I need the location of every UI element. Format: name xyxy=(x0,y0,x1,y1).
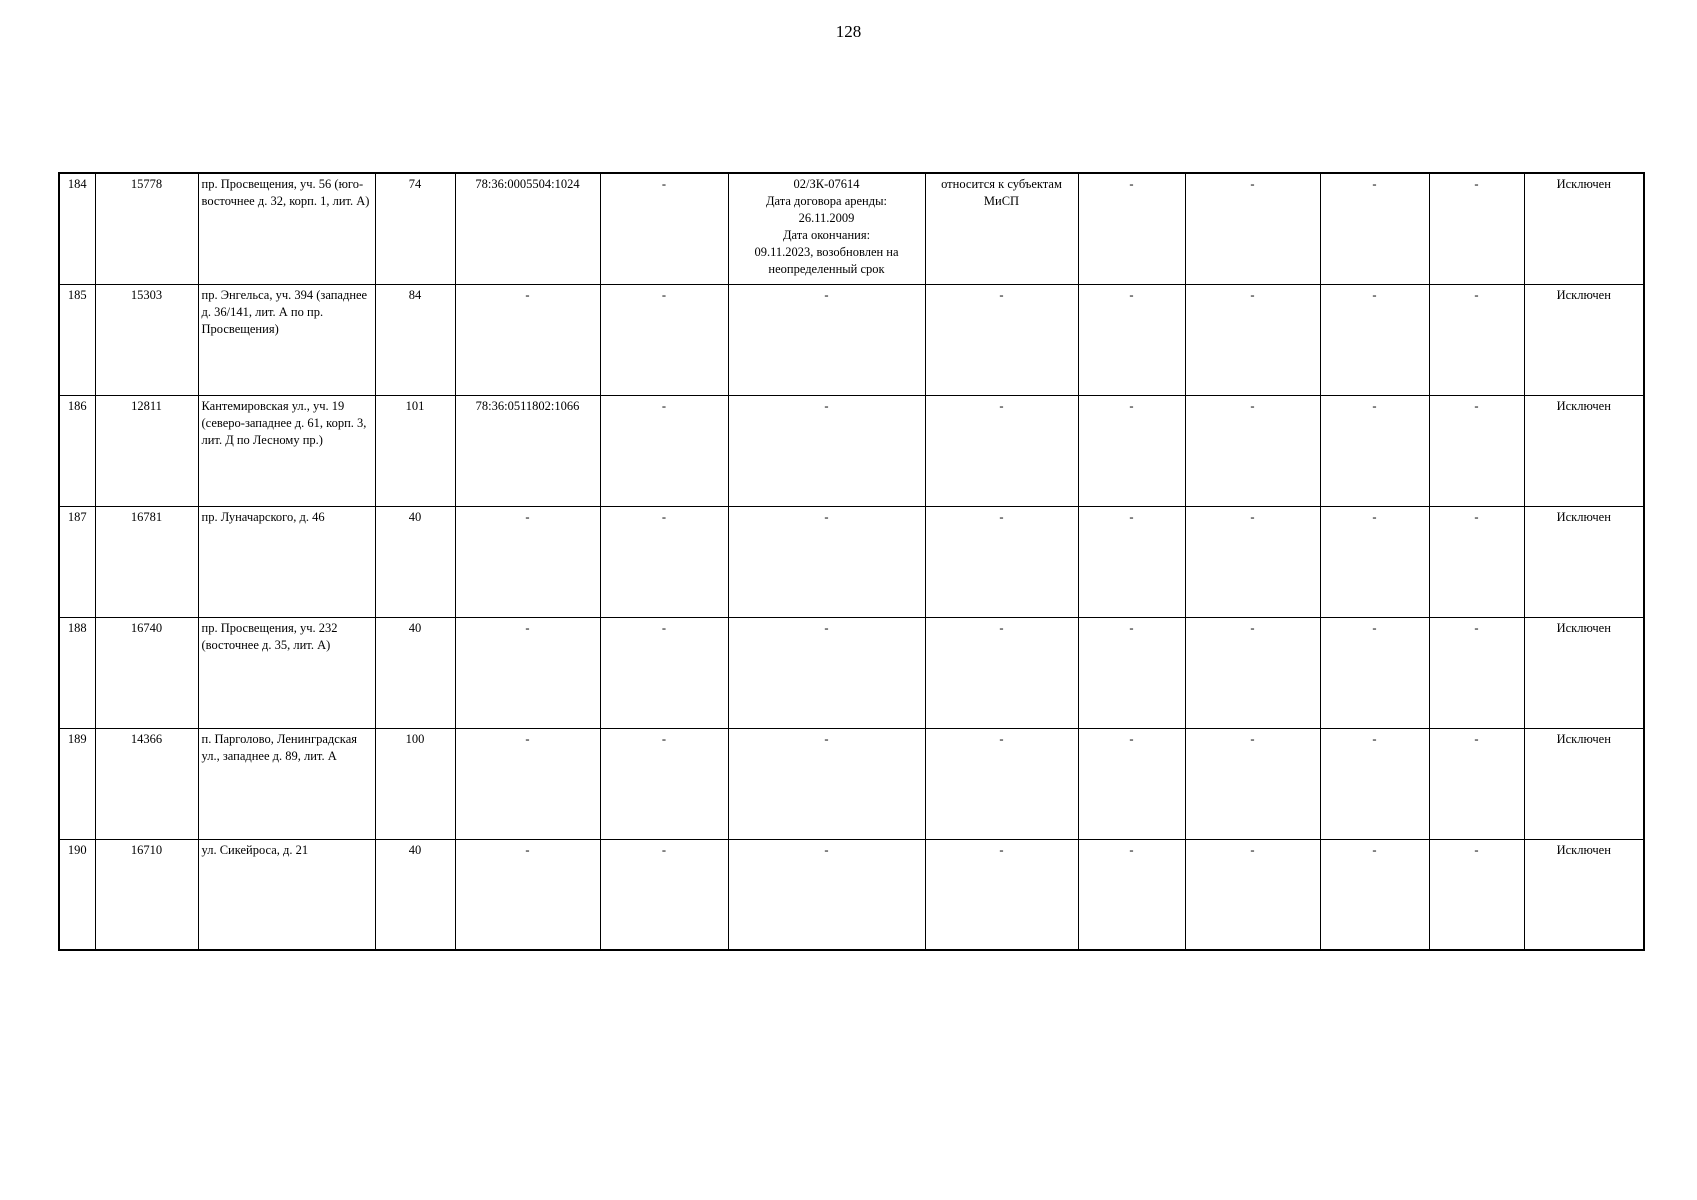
column-12-cell: - xyxy=(1429,839,1524,950)
count-cell: 40 xyxy=(375,617,455,728)
column-12-cell: - xyxy=(1429,284,1524,395)
table-row xyxy=(59,728,1644,839)
row-number-cell: 189 xyxy=(59,728,95,839)
column-10-cell: - xyxy=(1185,173,1320,284)
column-12-cell: - xyxy=(1429,173,1524,284)
column-10-cell: - xyxy=(1185,728,1320,839)
object-id-cell: 12811 xyxy=(95,395,198,506)
column-11-cell: - xyxy=(1320,506,1429,617)
cadastral-number-cell: - xyxy=(455,617,600,728)
count-cell: 74 xyxy=(375,173,455,284)
cadastral-number-cell: - xyxy=(455,284,600,395)
column-6-cell: - xyxy=(600,839,728,950)
column-9-cell: - xyxy=(1078,506,1185,617)
object-id-cell: 16740 xyxy=(95,617,198,728)
column-9-cell: - xyxy=(1078,395,1185,506)
column-11-cell: - xyxy=(1320,617,1429,728)
count-cell: 40 xyxy=(375,839,455,950)
count-cell: 84 xyxy=(375,284,455,395)
count-cell: 101 xyxy=(375,395,455,506)
column-12-cell: - xyxy=(1429,506,1524,617)
column-11-cell: - xyxy=(1320,395,1429,506)
table-row xyxy=(59,173,1644,284)
cadastral-number-cell: - xyxy=(455,728,600,839)
lease-info-cell xyxy=(728,617,925,728)
column-6-cell: - xyxy=(600,395,728,506)
lease-line: 09.11.2023, возобновлен на неопределенный срок xyxy=(754,245,899,276)
row-number-cell: 187 xyxy=(59,506,95,617)
lease-line: - xyxy=(824,509,829,524)
column-10-cell: - xyxy=(1185,839,1320,950)
lease-info-cell xyxy=(728,284,925,395)
status-cell: Исключен xyxy=(1524,284,1644,395)
column-9-cell: - xyxy=(1078,173,1185,284)
column-10-cell: - xyxy=(1185,395,1320,506)
cadastral-number-cell: 78:36:0005504:1024 xyxy=(455,173,600,284)
lease-line: - xyxy=(824,620,829,635)
column-8-cell: - xyxy=(925,284,1078,395)
cadastral-number-cell: 78:36:0511802:1066 xyxy=(455,395,600,506)
column-8-cell: - xyxy=(925,839,1078,950)
status-cell: Исключен xyxy=(1524,728,1644,839)
object-id-cell: 16781 xyxy=(95,506,198,617)
column-12-cell: - xyxy=(1429,395,1524,506)
column-6-cell: - xyxy=(600,617,728,728)
column-6-cell: - xyxy=(600,506,728,617)
lease-line: Дата окончания: xyxy=(782,228,871,242)
column-10-cell: - xyxy=(1185,284,1320,395)
object-id-cell: 15778 xyxy=(95,173,198,284)
column-9-cell: - xyxy=(1078,839,1185,950)
lease-line: - xyxy=(824,398,829,413)
column-11-cell: - xyxy=(1320,728,1429,839)
cadastral-number-cell: - xyxy=(455,506,600,617)
lease-info-cell xyxy=(728,728,925,839)
page-number: 128 xyxy=(835,22,862,41)
status-cell: Исключен xyxy=(1524,617,1644,728)
address-cell: п. Парголово, Ленинградская ул., западнее д. 89, лит. А xyxy=(198,728,375,839)
status-cell: Исключен xyxy=(1524,506,1644,617)
address-cell: ул. Сикейроса, д. 21 xyxy=(198,839,375,950)
column-9-cell: - xyxy=(1078,617,1185,728)
column-6-cell: - xyxy=(600,173,728,284)
lease-line: Дата договора аренды: xyxy=(766,194,887,208)
count-cell: 40 xyxy=(375,506,455,617)
row-number-cell: 188 xyxy=(59,617,95,728)
count-cell: 100 xyxy=(375,728,455,839)
column-9-cell: - xyxy=(1078,728,1185,839)
column-11-cell: - xyxy=(1320,284,1429,395)
column-8-cell: - xyxy=(925,506,1078,617)
address-cell: пр. Энгельса, уч. 394 (западнее д. 36/141, лит. А по пр. Просвещения) xyxy=(198,284,375,395)
address-cell: пр. Просвещения, уч. 56 (юго-восточнее д. 32, корп. 1, лит. А) xyxy=(198,173,375,284)
column-6-cell: - xyxy=(600,728,728,839)
lease-line: - xyxy=(824,287,829,302)
row-number-cell: 190 xyxy=(59,839,95,950)
column-9-cell: - xyxy=(1078,284,1185,395)
address-cell: пр. Луначарского, д. 46 xyxy=(198,506,375,617)
row-number-cell: 186 xyxy=(59,395,95,506)
address-cell: Кантемировская ул., уч. 19 (северо-западнее д. 61, корп. 3, лит. Д по Лесному пр.) xyxy=(198,395,375,506)
column-8-cell: относится к субъектам МиСП xyxy=(925,173,1078,284)
column-10-cell: - xyxy=(1185,617,1320,728)
lease-line: - xyxy=(824,731,829,746)
object-id-cell: 14366 xyxy=(95,728,198,839)
registry-table xyxy=(58,172,1645,951)
address-cell: пр. Просвещения, уч. 232 (восточнее д. 35, лит. А) xyxy=(198,617,375,728)
column-11-cell: - xyxy=(1320,839,1429,950)
status-cell: Исключен xyxy=(1524,839,1644,950)
column-12-cell: - xyxy=(1429,728,1524,839)
lease-info-cell xyxy=(728,506,925,617)
status-cell: Исключен xyxy=(1524,395,1644,506)
column-8-cell: - xyxy=(925,395,1078,506)
lease-line: - xyxy=(824,842,829,857)
cadastral-number-cell: - xyxy=(455,839,600,950)
table-row xyxy=(59,284,1644,395)
lease-line: 26.11.2009 xyxy=(798,211,855,225)
table-row xyxy=(59,617,1644,728)
lease-info-cell xyxy=(728,839,925,950)
table-row xyxy=(59,839,1644,950)
object-id-cell: 15303 xyxy=(95,284,198,395)
column-8-cell: - xyxy=(925,617,1078,728)
column-6-cell: - xyxy=(600,284,728,395)
column-10-cell: - xyxy=(1185,506,1320,617)
column-8-cell: - xyxy=(925,728,1078,839)
lease-line: 02/ЗК-07614 xyxy=(793,177,860,191)
lease-info-cell xyxy=(728,395,925,506)
status-cell: Исключен xyxy=(1524,173,1644,284)
object-id-cell: 16710 xyxy=(95,839,198,950)
row-number-cell: 184 xyxy=(59,173,95,284)
table-row xyxy=(59,395,1644,506)
lease-info-cell xyxy=(728,173,925,284)
table-row xyxy=(59,506,1644,617)
row-number-cell: 185 xyxy=(59,284,95,395)
column-12-cell: - xyxy=(1429,617,1524,728)
column-11-cell: - xyxy=(1320,173,1429,284)
